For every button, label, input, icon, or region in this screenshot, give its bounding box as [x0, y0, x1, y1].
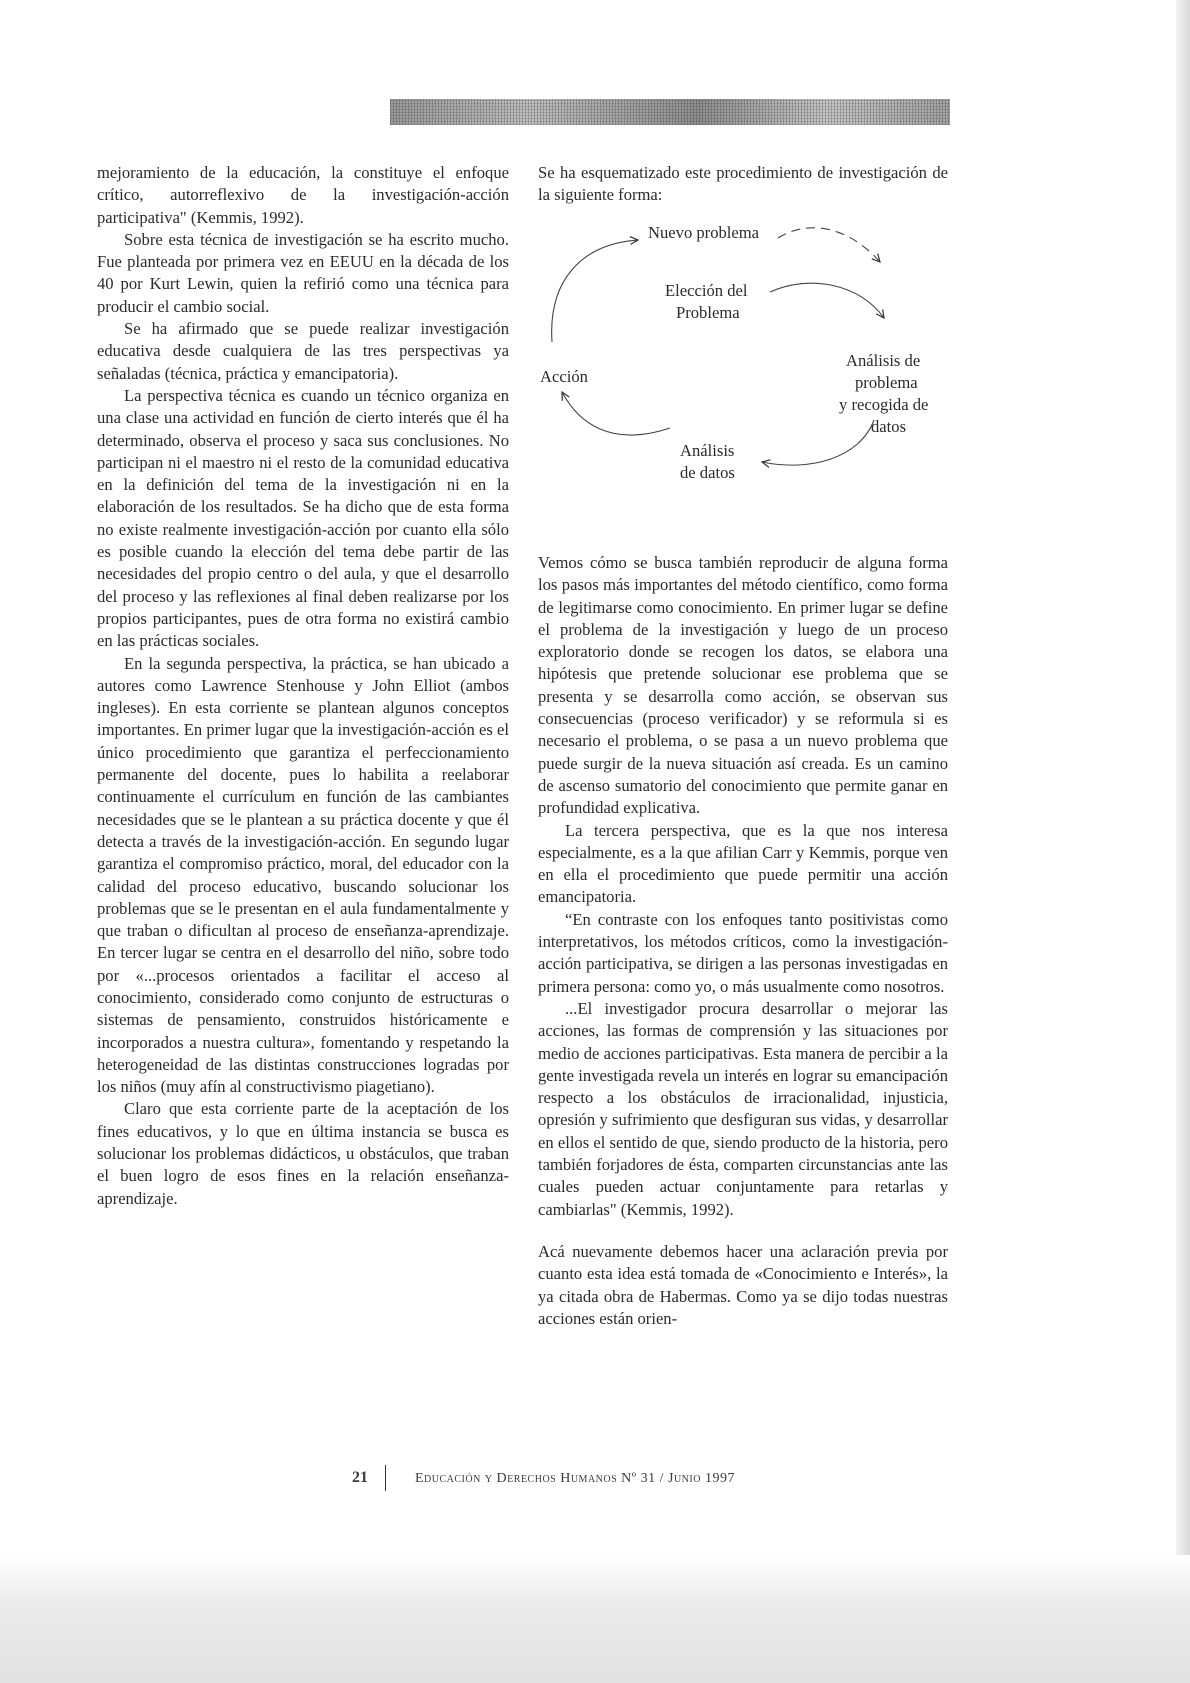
scan-shadow	[0, 1555, 1190, 1683]
left-column	[97, 162, 509, 1210]
arrow-nuevo-problema-dashed	[778, 228, 880, 262]
research-cycle-diagram	[540, 222, 950, 507]
paragraph: En la segunda perspectiva, la práctica, se han ubicado a autores como Lawrence Stenhouse y John Elliot (ambos ingleses). En esta corriente se plantean algunos conceptos importantes. En primer lugar que la investigación-acción es el único procedimiento que garantiza el perfeccionamiento permanente del docente, pues lo habilita a reelaborar continuamente el currículum en función de las cambiantes necesidades que se le plantean a su práctica docente y que él detecta a través de la investigación-acción. En segundo lugar garantiza el compromiso práctico, moral, del educador con la calidad del proceso educativo, buscando solucionar los problemas que se le presentan en el aula fundamentalmente y que traban o dificultan al proceso de enseñanza-aprendizaje. En tercer lugar se centra en el desarrollo del niño, sobre todo por «...procesos orientados a facilitar el acceso al conocimiento, considerado como conjunto de estructuras o sistemas de pensamiento, construidos históricamente e incorporados a nuestra cultura», fomentando y respetando la heterogeneidad de las distintas construcciones logradas por los niños (muy afín al constructivismo piagetiano).	[97, 653, 509, 1097]
arrow-eleccion-to-analisis	[770, 283, 884, 318]
page-edge	[1176, 0, 1190, 1683]
right-column-intro	[538, 162, 948, 207]
node-nuevo-problema: Nuevo problema	[648, 223, 760, 242]
paragraph: ...El investigador procura desarrollar o mejorar las acciones, las formas de comprensión y las situaciones por medio de acciones participativas. Esta manera de percibir a la gente investigada revela un interés en lograr su emancipación respecto a los obstáculos de irracionalidad, injusticia, opresión y sufrimiento que desfiguran sus vidas, y desarrollar en ellos el sentido de que, siendo producto de la historia, pero también forjadores de ésta, comparten circunstancias ante las cuales pueden actuar conjuntamente para retarlas y cambiarlas" (Kemmis, 1992).	[538, 998, 948, 1219]
publication-info: Educación y Derechos Humanos Nº 31 / Junio 1997	[415, 1471, 735, 1486]
paragraph: La perspectiva técnica es cuando un técnico organiza en una clase una actividad en función de cierto interés que él ha determinado, observa el proceso y saca sus conclusiones. No participan ni el maestro ni el resto de la comunidad educativa en la definición del tema de la investigación ni en la elaboración de los resultados. Se ha dicho que de esta forma no existe realmente investigación-acción por cuanto ella sólo es posible cuando la elección del tema debe partir de las necesidades del propio centro o del aula, y que el desarrollo del proceso y las reflexiones al final deben realizarse por los propios participantes, pues de otra forma no existirá cambio en las prácticas sociales.	[97, 385, 509, 651]
node-analisis-problema-line2: problema	[855, 373, 918, 392]
node-analisis-problema-line4: datos	[871, 417, 907, 436]
footer-divider	[385, 1465, 386, 1491]
paragraph: Se ha afirmado que se puede realizar investigación educativa desde cualquiera de las tres perspectivas ya señaladas (técnica, práctica y emancipatoria).	[97, 319, 509, 383]
node-analisis-datos-line1: Análisis	[680, 441, 735, 460]
node-analisis-problema-line1: Análisis de	[846, 351, 921, 370]
node-eleccion-line1: Elección del	[665, 281, 748, 300]
paragraph: Acá nuevamente debemos hacer una aclaración previa por cuanto esta idea está tomada de «Conocimiento e Interés», la ya citada obra de Habermas. Como ya se dijo todas nuestras acciones están orien-	[538, 1241, 948, 1328]
paragraph: Vemos cómo se busca también reproducir de alguna forma los pasos más importantes del método científico, como forma de legitimarse como conocimiento. En primer lugar se define el problema de la investigación y luego de un proceso exploratorio donde se recogen los datos, se elabora una hipótesis que pretende solucionar ese problema que se presenta y se desarrolla como acción, se observan sus consecuencias (proceso verificador) y se reformula si es necesario el problema, o se pasa a un nuevo problema que puede surgir de la nueva situación así creada. Es un camino de ascenso sumatorio del conocimiento que permite ganar en profundidad explicativa.	[538, 553, 948, 818]
node-analisis-datos-line2: de datos	[680, 463, 735, 482]
arrow-accion-to-nuevo-problema	[552, 240, 638, 342]
right-column	[538, 552, 948, 1330]
paragraph: Sobre esta técnica de investigación se ha escrito mucho. Fue planteada por primera vez en EEUU en la década de los 40 por Kurt Lewin, quien la refirió como una técnica para producir el cambio social.	[97, 229, 509, 316]
node-eleccion-line2: Problema	[676, 303, 740, 322]
paragraph: La tercera perspectiva, que es la que nos interesa especialmente, es a la que afilian Carr y Kemmis, porque ven en ella el procedimiento que puede permitir una acción emancipatoria.	[538, 820, 948, 907]
paragraph: Claro que esta corriente parte de la aceptación de los fines educativos, y lo que en última instancia se busca es solucionar los problemas didácticos, u obstáculos, que traban el buen logro de esos fines en la relación enseñanza-aprendizaje.	[97, 1099, 509, 1208]
paragraph: “En contraste con los enfoques tanto positivistas como interpretativos, los métodos críticos, como la investigación-acción participativa, se dirigen a las personas investigadas en primera persona: como yo, o más usualmente como nosotros.	[538, 909, 948, 996]
node-accion: Acción	[540, 367, 588, 386]
header-band	[390, 99, 950, 125]
paragraph: mejoramiento de la educación, la constituye el enfoque crítico, autorreflexivo de la investigación-acción participativa" (Kemmis, 1992).	[97, 163, 509, 227]
node-analisis-problema-line3: y recogida de	[839, 395, 929, 414]
paragraph: Se ha esquematizado este procedimiento de investigación de la siguiente forma:	[538, 163, 948, 205]
page-number: 21	[352, 1469, 368, 1486]
arrow-datos-to-accion	[562, 392, 670, 435]
arrow-analisis-to-datos	[762, 420, 874, 465]
